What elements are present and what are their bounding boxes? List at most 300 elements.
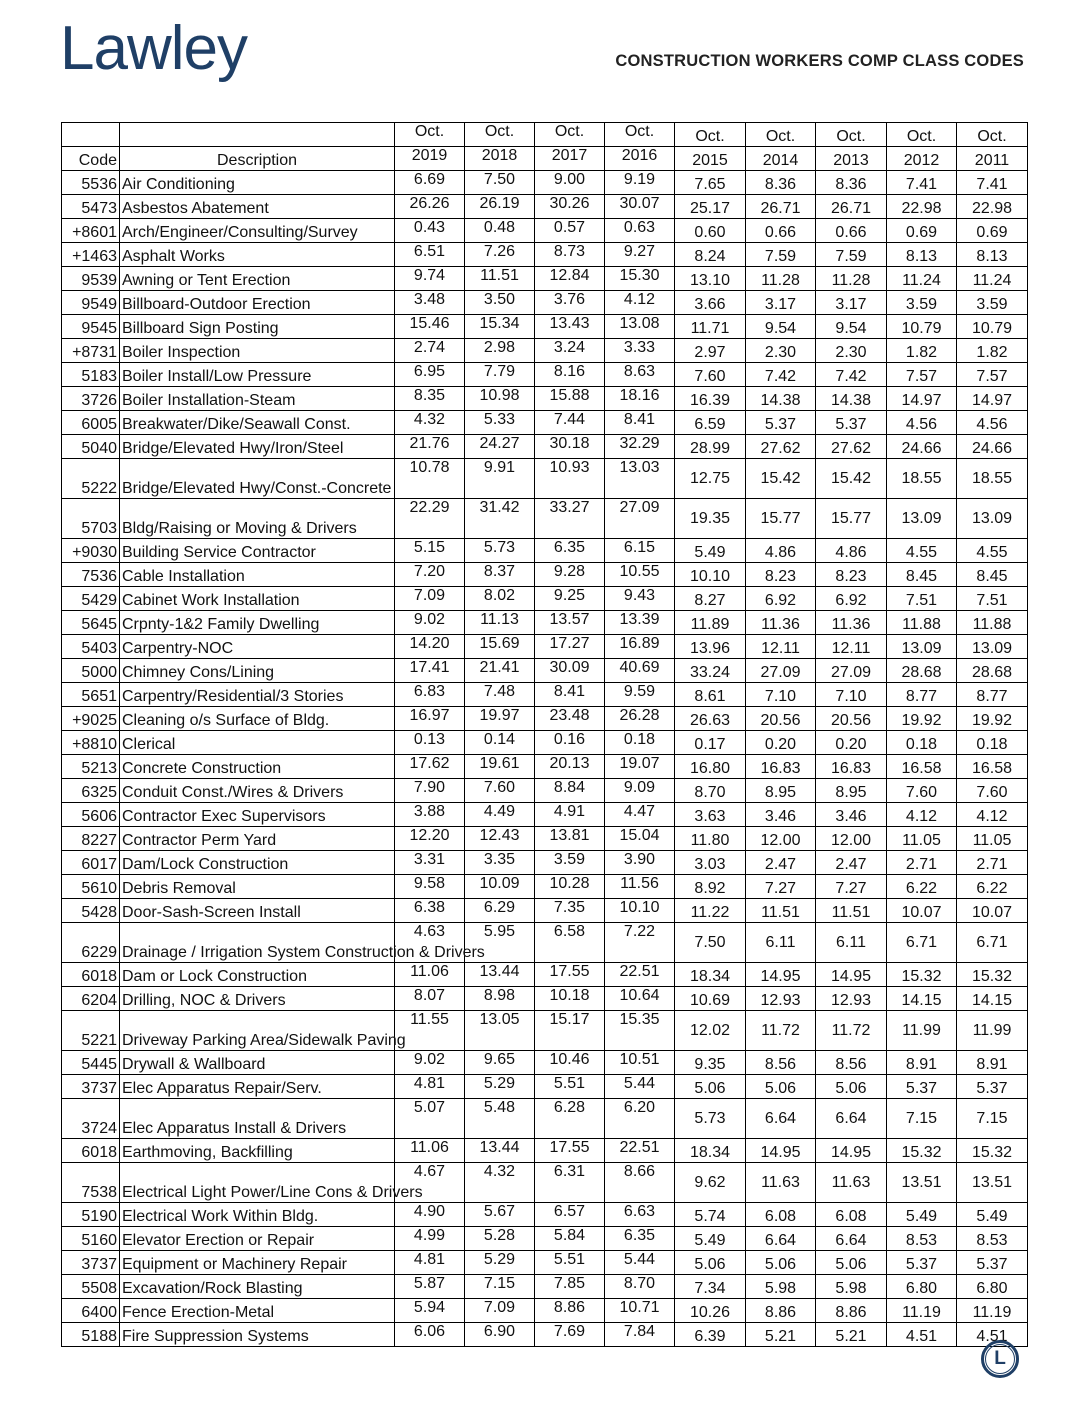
rate-cell-2017: 6.35 [535,539,605,563]
rate-cell-2012: 8.53 [887,1227,957,1251]
table-row [62,827,1028,851]
rate-cell-2011: 8.45 [957,563,1028,587]
header-cell-2011: 2011 [957,147,1028,171]
rate-cell-2018: 8.02 [465,587,535,611]
rate-cell-2012: 1.82 [887,339,957,363]
rate-cell-2013: 8.23 [816,563,887,587]
rate-cell-2012: 15.32 [887,1139,957,1163]
table-row [62,803,1028,827]
rate-cell-2016: 15.04 [605,827,675,851]
rate-cell-2016: 15.35 [605,1011,675,1051]
rate-cell-2012: 6.80 [887,1275,957,1299]
rate-cell-2018: 7.79 [465,363,535,387]
rate-cell-2018: 8.98 [465,987,535,1011]
class-code-cell: +9025 [62,707,120,731]
header-cell-code [62,123,120,147]
rate-cell-2011: 3.59 [957,291,1028,315]
rate-cell-2019: 7.20 [395,563,465,587]
header-cell-2014: 2014 [746,147,816,171]
rate-cell-2015: 10.69 [675,987,746,1011]
rate-cell-2015: 33.24 [675,659,746,683]
rate-cell-2011: 5.37 [957,1075,1028,1099]
rate-cell-2013: 3.17 [816,291,887,315]
rate-cell-2018: 5.73 [465,539,535,563]
class-code-cell: 6018 [62,1139,120,1163]
rate-cell-2018: 10.98 [465,387,535,411]
description-cell: Fence Erection-Metal [120,1299,395,1323]
table-row [62,963,1028,987]
rate-cell-2013: 12.11 [816,635,887,659]
class-code-cell: 5610 [62,875,120,899]
rate-cell-2013: 7.59 [816,243,887,267]
rate-cell-2016: 8.41 [605,411,675,435]
description-cell: Asphalt Works [120,243,395,267]
header-cell-2012: 2012 [887,147,957,171]
rate-cell-2019: 9.02 [395,1051,465,1075]
rate-cell-2016: 10.51 [605,1051,675,1075]
description-cell: Air Conditioning [120,171,395,195]
header-row-year [62,147,1028,171]
rate-cell-2018: 5.29 [465,1251,535,1275]
rate-cell-2013: 20.56 [816,707,887,731]
rate-cell-2018: 24.27 [465,435,535,459]
rate-cell-2016: 18.16 [605,387,675,411]
class-code-cell: 6017 [62,851,120,875]
rate-cell-2016: 6.20 [605,1099,675,1139]
rate-cell-2015: 8.27 [675,587,746,611]
rate-cell-2016: 9.09 [605,779,675,803]
class-code-cell: 3724 [62,1099,120,1139]
rate-cell-2012: 22.98 [887,195,957,219]
rate-cell-2017: 13.43 [535,315,605,339]
rate-cell-2013: 12.93 [816,987,887,1011]
header-row-month [62,123,1028,147]
rate-cell-2013: 14.95 [816,963,887,987]
rate-cell-2011: 16.58 [957,755,1028,779]
rate-cell-2019: 6.06 [395,1323,465,1347]
rate-cell-2015: 28.99 [675,435,746,459]
rate-cell-2011: 7.60 [957,779,1028,803]
rate-cell-2013: 11.28 [816,267,887,291]
rate-cell-2016: 9.59 [605,683,675,707]
rate-cell-2018: 21.41 [465,659,535,683]
rate-cell-2013: 7.10 [816,683,887,707]
rate-cell-2012: 4.56 [887,411,957,435]
rate-cell-2018: 13.05 [465,1011,535,1051]
rate-cell-2018: 12.43 [465,827,535,851]
rate-cell-2014: 4.86 [746,539,816,563]
description-cell: Electrical Light Power/Line Cons & Drivers [120,1163,395,1203]
rate-cell-2017: 8.86 [535,1299,605,1323]
rate-cell-2016: 32.29 [605,435,675,459]
table-row [62,899,1028,923]
rate-cell-2014: 8.95 [746,779,816,803]
rate-cell-2018: 19.61 [465,755,535,779]
rate-cell-2014: 7.42 [746,363,816,387]
rate-cell-2016: 11.56 [605,875,675,899]
description-cell: Arch/Engineer/Consulting/Survey [120,219,395,243]
table-row [62,195,1028,219]
class-code-cell: 6229 [62,923,120,963]
rate-cell-2019: 4.81 [395,1075,465,1099]
rate-cell-2015: 8.92 [675,875,746,899]
rate-cell-2013: 6.64 [816,1227,887,1251]
table-row [62,1251,1028,1275]
description-cell: Bldg/Raising or Moving & Drivers [120,499,395,539]
rate-cell-2014: 8.86 [746,1299,816,1323]
rate-cell-2017: 0.16 [535,731,605,755]
rate-cell-2013: 27.09 [816,659,887,683]
description-cell: Drywall & Wallboard [120,1051,395,1075]
rate-cell-2017: 10.28 [535,875,605,899]
rate-cell-2012: 11.88 [887,611,957,635]
description-cell: Cabinet Work Installation [120,587,395,611]
table-row [62,1203,1028,1227]
rate-cell-2011: 24.66 [957,435,1028,459]
rate-cell-2011: 7.15 [957,1099,1028,1139]
rate-cell-2013: 11.63 [816,1163,887,1203]
rate-cell-2012: 2.71 [887,851,957,875]
rate-cell-2013: 6.92 [816,587,887,611]
rate-cell-2012: 8.13 [887,243,957,267]
rate-cell-2017: 12.84 [535,267,605,291]
rate-cell-2011: 6.80 [957,1275,1028,1299]
rate-cell-2013: 3.46 [816,803,887,827]
rate-cell-2016: 7.84 [605,1323,675,1347]
rate-cell-2012: 4.51 [887,1323,957,1347]
rate-cell-2016: 30.07 [605,195,675,219]
class-code-cell: 5429 [62,587,120,611]
rate-cell-2016: 13.03 [605,459,675,499]
rate-cell-2017: 30.18 [535,435,605,459]
rate-cell-2018: 4.32 [465,1163,535,1203]
rate-cell-2013: 16.83 [816,755,887,779]
rate-cell-2018: 3.35 [465,851,535,875]
rate-cell-2014: 7.10 [746,683,816,707]
rate-cell-2018: 10.09 [465,875,535,899]
table-row [62,875,1028,899]
rate-cell-2013: 2.30 [816,339,887,363]
rate-cell-2019: 16.97 [395,707,465,731]
description-cell: Building Service Contractor [120,539,395,563]
rate-cell-2015: 8.24 [675,243,746,267]
rate-cell-2015: 18.34 [675,1139,746,1163]
rate-cell-2017: 20.13 [535,755,605,779]
class-code-cell: 5213 [62,755,120,779]
rate-cell-2012: 7.41 [887,171,957,195]
rate-cell-2017: 17.55 [535,963,605,987]
rate-cell-2013: 6.64 [816,1099,887,1139]
rate-cell-2017: 6.28 [535,1099,605,1139]
rate-cell-2015: 9.35 [675,1051,746,1075]
description-cell: Dam/Lock Construction [120,851,395,875]
lawley-badge-icon [981,1340,1019,1378]
rate-cell-2016: 13.39 [605,611,675,635]
rate-cell-2013: 5.21 [816,1323,887,1347]
rate-cell-2015: 3.63 [675,803,746,827]
rate-cell-2011: 11.99 [957,1011,1028,1051]
rate-cell-2016: 15.30 [605,267,675,291]
description-cell: Drilling, NOC & Drivers [120,987,395,1011]
description-cell: Drainage / Irrigation System Construction & Drivers [120,923,395,963]
rate-cell-2011: 1.82 [957,339,1028,363]
rate-cell-2016: 40.69 [605,659,675,683]
rate-cell-2015: 18.34 [675,963,746,987]
description-cell: Elec Apparatus Install & Drivers [120,1099,395,1139]
rate-cell-2016: 8.70 [605,1275,675,1299]
class-code-cell: 5651 [62,683,120,707]
class-code-cell: 5606 [62,803,120,827]
rate-cell-2019: 10.78 [395,459,465,499]
description-cell: Boiler Install/Low Pressure [120,363,395,387]
description-cell: Asbestos Abatement [120,195,395,219]
description-cell: Carpentry-NOC [120,635,395,659]
rate-cell-2019: 5.87 [395,1275,465,1299]
rate-cell-2018: 6.90 [465,1323,535,1347]
description-cell: Equipment or Machinery Repair [120,1251,395,1275]
rate-cell-2014: 14.38 [746,387,816,411]
header-cell-2019: 2019 [395,147,465,171]
rate-cell-2014: 11.36 [746,611,816,635]
class-code-cell: 6204 [62,987,120,1011]
rate-cell-2016: 0.18 [605,731,675,755]
rate-cell-2018: 5.33 [465,411,535,435]
rate-cell-2018: 7.60 [465,779,535,803]
rate-cell-2016: 22.51 [605,1139,675,1163]
rate-cell-2011: 13.09 [957,635,1028,659]
rate-cell-2012: 4.55 [887,539,957,563]
rate-cell-2019: 6.69 [395,171,465,195]
rate-cell-2012: 15.32 [887,963,957,987]
rate-cell-2012: 6.71 [887,923,957,963]
description-cell: Crpnty-1&2 Family Dwelling [120,611,395,635]
rate-cell-2012: 8.77 [887,683,957,707]
rate-cell-2015: 5.74 [675,1203,746,1227]
rate-cell-2016: 19.07 [605,755,675,779]
rate-cell-2015: 13.96 [675,635,746,659]
rate-cell-2013: 4.86 [816,539,887,563]
class-code-cell: 5190 [62,1203,120,1227]
class-code-cell: 5645 [62,611,120,635]
rate-cell-2012: 24.66 [887,435,957,459]
rate-cell-2017: 6.31 [535,1163,605,1203]
rate-cell-2018: 26.19 [465,195,535,219]
description-cell: Debris Removal [120,875,395,899]
rate-cell-2014: 11.63 [746,1163,816,1203]
rate-cell-2011: 8.13 [957,243,1028,267]
class-codes-table [61,122,1028,1347]
class-code-cell: 5403 [62,635,120,659]
rate-cell-2011: 4.55 [957,539,1028,563]
rate-cell-2011: 28.68 [957,659,1028,683]
rate-cell-2013: 11.36 [816,611,887,635]
class-code-cell: 6005 [62,411,120,435]
rate-cell-2017: 5.51 [535,1251,605,1275]
rate-cell-2019: 6.83 [395,683,465,707]
rate-cell-2014: 2.30 [746,339,816,363]
description-cell: Billboard Sign Posting [120,315,395,339]
document-title: CONSTRUCTION WORKERS COMP CLASS CODES [615,52,1024,70]
rate-cell-2018: 7.15 [465,1275,535,1299]
description-cell: Elec Apparatus Repair/Serv. [120,1075,395,1099]
rate-cell-2015: 16.39 [675,387,746,411]
rate-cell-2019: 9.58 [395,875,465,899]
description-cell: Cable Installation [120,563,395,587]
description-cell: Concrete Construction [120,755,395,779]
description-cell: Contractor Exec Supervisors [120,803,395,827]
description-cell: Elevator Erection or Repair [120,1227,395,1251]
description-cell: Fire Suppression Systems [120,1323,395,1347]
rate-cell-2015: 0.17 [675,731,746,755]
rate-cell-2019: 22.29 [395,499,465,539]
header-cell-2014: Oct. [746,123,816,147]
description-cell: Excavation/Rock Blasting [120,1275,395,1299]
rate-cell-2012: 6.22 [887,875,957,899]
rate-cell-2017: 4.91 [535,803,605,827]
rate-cell-2016: 10.64 [605,987,675,1011]
table-row [62,499,1028,539]
table-row [62,587,1028,611]
rate-cell-2015: 7.65 [675,171,746,195]
rate-cell-2014: 16.83 [746,755,816,779]
rate-cell-2018: 7.26 [465,243,535,267]
class-code-cell: +1463 [62,243,120,267]
rate-cell-2011: 22.98 [957,195,1028,219]
rate-cell-2019: 3.31 [395,851,465,875]
rate-cell-2011: 18.55 [957,459,1028,499]
rate-cell-2012: 7.57 [887,363,957,387]
rate-cell-2014: 11.51 [746,899,816,923]
rate-cell-2016: 10.10 [605,899,675,923]
rate-cell-2019: 3.48 [395,291,465,315]
class-code-cell: 5183 [62,363,120,387]
rate-cell-2019: 21.76 [395,435,465,459]
rate-cell-2015: 7.50 [675,923,746,963]
rate-cell-2018: 7.50 [465,171,535,195]
header-cell-2019: Oct. [395,123,465,147]
rate-cell-2018: 0.14 [465,731,535,755]
rate-cell-2019: 6.95 [395,363,465,387]
rate-cell-2012: 0.18 [887,731,957,755]
description-cell: Boiler Installation-Steam [120,387,395,411]
rate-cell-2013: 5.06 [816,1251,887,1275]
class-code-cell: +9030 [62,539,120,563]
rate-cell-2019: 5.94 [395,1299,465,1323]
rate-cell-2012: 11.99 [887,1011,957,1051]
rate-cell-2015: 26.63 [675,707,746,731]
class-code-cell: 8227 [62,827,120,851]
rate-cell-2015: 6.59 [675,411,746,435]
description-cell: Driveway Parking Area/Sidewalk Paving [120,1011,395,1051]
rate-cell-2016: 9.19 [605,171,675,195]
rate-cell-2012: 10.07 [887,899,957,923]
rate-cell-2019: 4.32 [395,411,465,435]
class-code-cell: 5508 [62,1275,120,1299]
rate-cell-2017: 7.69 [535,1323,605,1347]
rate-cell-2015: 5.06 [675,1075,746,1099]
rate-cell-2016: 10.55 [605,563,675,587]
rate-cell-2017: 0.57 [535,219,605,243]
rate-cell-2011: 8.53 [957,1227,1028,1251]
rate-cell-2018: 5.48 [465,1099,535,1139]
rate-cell-2019: 7.90 [395,779,465,803]
rate-cell-2017: 3.59 [535,851,605,875]
rate-cell-2019: 26.26 [395,195,465,219]
rate-cell-2013: 8.95 [816,779,887,803]
table-row [62,339,1028,363]
header-cell-2012: Oct. [887,123,957,147]
class-code-cell: 7536 [62,563,120,587]
rate-cell-2017: 15.17 [535,1011,605,1051]
rate-cell-2012: 13.09 [887,499,957,539]
description-cell: Billboard-Outdoor Erection [120,291,395,315]
rate-cell-2012: 10.79 [887,315,957,339]
rate-cell-2015: 13.10 [675,267,746,291]
rate-cell-2019: 14.20 [395,635,465,659]
rate-cell-2017: 10.18 [535,987,605,1011]
rate-cell-2013: 14.95 [816,1139,887,1163]
rate-cell-2014: 0.20 [746,731,816,755]
rate-cell-2017: 33.27 [535,499,605,539]
rate-cell-2011: 15.32 [957,963,1028,987]
class-code-cell: 3737 [62,1251,120,1275]
rate-cell-2012: 5.49 [887,1203,957,1227]
rate-cell-2017: 8.73 [535,243,605,267]
table-row [62,387,1028,411]
description-cell: Bridge/Elevated Hwy/Const.-Concrete [120,459,395,499]
rate-cell-2014: 11.28 [746,267,816,291]
rate-cell-2011: 13.51 [957,1163,1028,1203]
rate-cell-2017: 10.46 [535,1051,605,1075]
table-row [62,1051,1028,1075]
rate-cell-2019: 7.09 [395,587,465,611]
header-cell-2013: 2013 [816,147,887,171]
rate-cell-2016: 7.22 [605,923,675,963]
rate-cell-2015: 5.49 [675,539,746,563]
rate-cell-2015: 3.66 [675,291,746,315]
rate-cell-2018: 11.13 [465,611,535,635]
rate-cell-2018: 7.48 [465,683,535,707]
class-code-cell: 5221 [62,1011,120,1051]
rate-cell-2018: 13.44 [465,1139,535,1163]
table-row [62,243,1028,267]
rate-cell-2014: 6.11 [746,923,816,963]
rate-cell-2011: 11.24 [957,267,1028,291]
rate-cell-2014: 3.46 [746,803,816,827]
rate-cell-2015: 16.80 [675,755,746,779]
rate-cell-2012: 28.68 [887,659,957,683]
rate-cell-2012: 11.19 [887,1299,957,1323]
rate-cell-2016: 0.63 [605,219,675,243]
header-cell-2016: Oct. [605,123,675,147]
rate-cell-2019: 11.06 [395,1139,465,1163]
badge-letter: L [985,1344,1015,1374]
description-cell: Chimney Cons/Lining [120,659,395,683]
table-row [62,1075,1028,1099]
table-row [62,1011,1028,1051]
rate-cell-2015: 10.10 [675,563,746,587]
table-row [62,219,1028,243]
description-cell: Clerical [120,731,395,755]
rate-cell-2018: 19.97 [465,707,535,731]
rate-cell-2014: 5.37 [746,411,816,435]
class-code-cell: 9549 [62,291,120,315]
rate-cell-2012: 5.37 [887,1251,957,1275]
rate-cell-2014: 6.08 [746,1203,816,1227]
rate-cell-2012: 14.97 [887,387,957,411]
table-row [62,363,1028,387]
rate-cell-2014: 11.72 [746,1011,816,1051]
